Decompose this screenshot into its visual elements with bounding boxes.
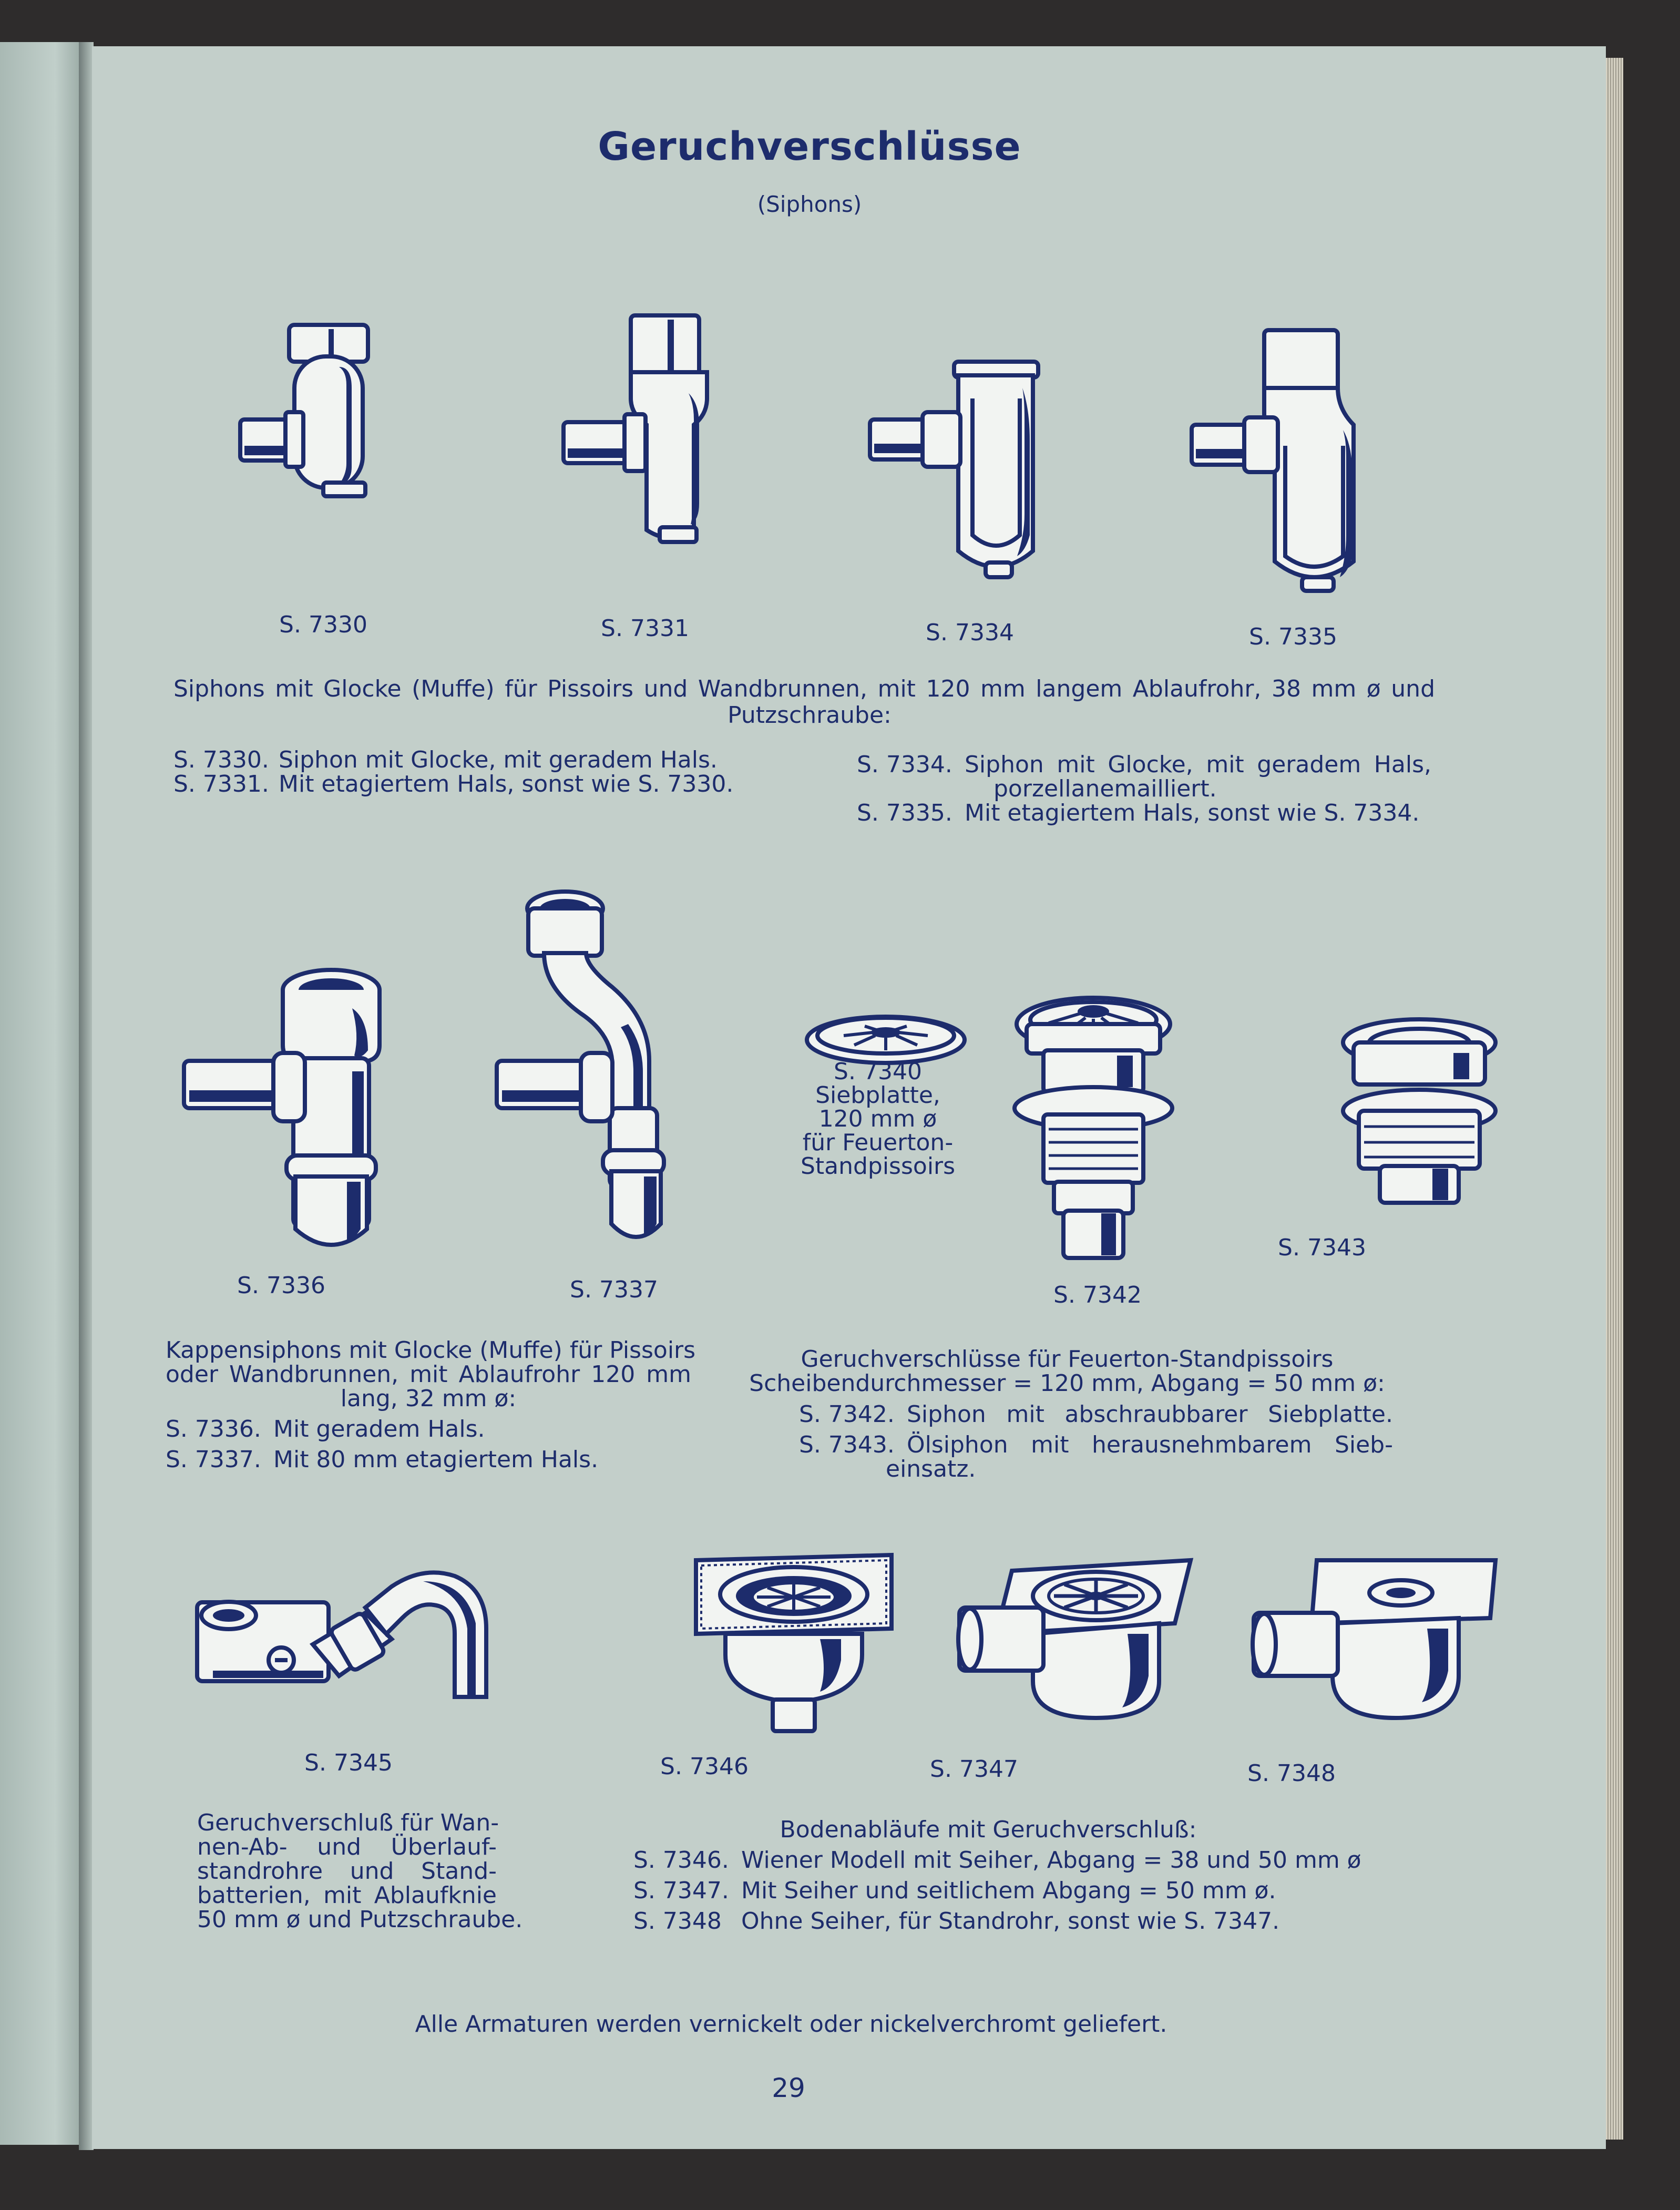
item-s7335-text: Mit etagiertem Hals, sonst wie S. 7334. [965,800,1420,826]
item-s7343-text: Ölsiphon mit herausnehmbarem Sieb- [907,1431,1393,1458]
book-gutter [79,42,94,2150]
siphon-7335-illustration [1185,320,1375,603]
item-s7342-code: S. 7342. [799,1401,895,1428]
caption-s7340-line2: Siebplatte, [815,1082,940,1109]
catalog-page [92,46,1606,2149]
item-s7336-text: Mit geradem Hals. [273,1416,485,1442]
label-s7335: S. 7335 [1249,623,1337,650]
caption-s7340-line3: 120 mm ø [818,1106,937,1132]
siphon-7342-illustration [1007,993,1185,1266]
siphon-7330-illustration [234,267,392,561]
label-s7334: S. 7334 [926,619,1014,646]
caption-s7340-line5: Standpissoirs [800,1153,956,1180]
row2-left-desc-line3: lang, 32 mm ø: [340,1385,517,1412]
siphon-7331-illustration [557,267,736,561]
row3-right-title: Bodenabläufe mit Geruchverschluß: [780,1816,1197,1843]
label-s7348: S. 7348 [1247,1760,1336,1787]
page-title: Geruchverschlüsse [598,124,1021,169]
row3-left-desc-line2: nen-Ab- und Überlauf- [197,1834,497,1860]
page-number: 29 [772,2073,805,2103]
label-s7342: S. 7342 [1053,1282,1142,1308]
label-s7336: S. 7336 [237,1272,325,1299]
row1-intro-line2: Putzschraube: [728,702,892,729]
item-s7334-code: S. 7334. [857,751,952,778]
item-s7331-code: S. 7331. [173,771,269,797]
label-s7347: S. 7347 [930,1756,1018,1783]
item-s7348-text: Ohne Seiher, für Standrohr, sonst wie S. 7347. [741,1908,1280,1935]
floor-drain-7347-illustration [954,1550,1206,1728]
floor-drain-7346-illustration [689,1550,899,1739]
row2-left-desc-line1: Kappensiphons mit Glocke (Muffe) für Pissoirs [166,1337,696,1364]
item-s7334-text: Siphon mit Glocke, mit geradem Hals, [965,751,1431,778]
sieve-plate-7340-illustration [796,1003,975,1066]
label-s7330: S. 7330 [279,611,367,638]
row2-right-desc-line1: Geruchverschlüsse für Feuerton-Standpissoirs [801,1346,1334,1373]
item-s7343-code: S. 7343. [799,1431,895,1458]
item-s7330-text: Siphon mit Glocke, mit geradem Hals. [279,746,718,773]
oil-siphon-7343-illustration [1338,1016,1506,1221]
page-subtitle: (Siphons) [757,191,862,217]
facing-page-edge [0,42,79,2145]
item-s7337-text: Mit 80 mm etagiertem Hals. [273,1446,599,1473]
item-s7330-code: S. 7330. [173,746,269,773]
item-s7334-text2: porzellanemailliert. [993,775,1217,802]
caption-s7340-line4: für Feuerton- [802,1129,954,1156]
item-s7343-text2: einsatz. [886,1456,976,1482]
label-s7345: S. 7345 [304,1749,393,1776]
item-s7337-code: S. 7337. [166,1446,261,1473]
trap-7345-illustration [192,1560,507,1723]
label-s7331: S. 7331 [601,615,689,642]
footer-note: Alle Armaturen werden vernickelt oder nickelverchromt geliefert. [415,2011,1167,2038]
item-s7347-text: Mit Seiher und seitlichem Abgang = 50 mm ø. [741,1877,1276,1904]
siphon-7336-illustration [179,966,405,1261]
item-s7335-code: S. 7335. [857,800,952,826]
row3-left-desc-line1: Geruchverschluß für Wan- [197,1809,499,1836]
row1-intro-line1: Siphons mit Glocke (Muffe) für Pissoirs und Wandbrunnen, mit 120 mm langem Ablaufrohr, 38 mm ø und [173,676,1435,702]
row3-left-desc-line5: 50 mm ø und Putzschraube. [197,1906,523,1933]
item-s7346-code: S. 7346. [633,1847,729,1874]
row2-left-desc-line2: oder Wandbrunnen, mit Ablaufrohr 120 mm [166,1361,691,1388]
row3-left-desc-line3: standrohre und Stand- [197,1858,497,1885]
item-s7348-code: S. 7348 [633,1908,722,1935]
label-s7337: S. 7337 [570,1276,658,1303]
row2-right-desc-line2: Scheibendurchmesser = 120 mm, Abgang = 50 mm ø: [749,1370,1385,1397]
item-s7342-text: Siphon mit abschraubbarer Siebplatte. [907,1401,1393,1428]
siphon-7337-illustration [491,887,733,1266]
item-s7331-text: Mit etagiertem Hals, sonst wie S. 7330. [279,771,734,797]
item-s7347-code: S. 7347. [633,1877,729,1904]
row3-left-desc-line4: batterien, mit Ablaufknie [197,1882,497,1909]
item-s7346-text: Wiener Modell mit Seiher, Abgang = 38 und 50 mm ø [741,1847,1361,1874]
label-s7346: S. 7346 [660,1753,749,1780]
floor-drain-7348-illustration [1248,1555,1501,1734]
label-s7343: S. 7343 [1278,1234,1366,1261]
caption-s7340-code: S. 7340 [834,1058,922,1085]
item-s7336-code: S. 7336. [166,1416,261,1442]
siphon-7334-illustration [865,356,1049,598]
